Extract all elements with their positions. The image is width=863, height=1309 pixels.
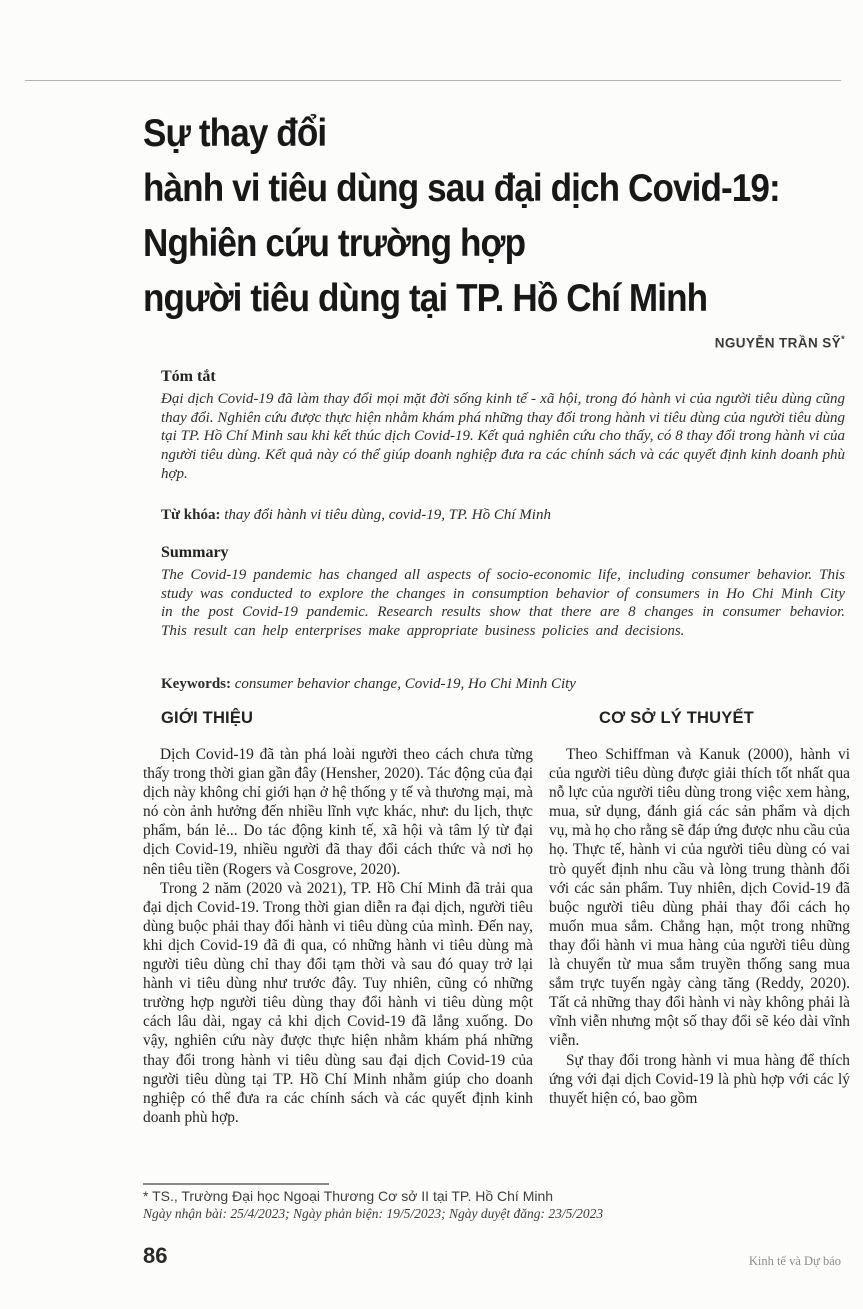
title-line: người tiêu dùng tại TP. Hồ Chí Minh: [143, 277, 708, 320]
title-line: hành vi tiêu dùng sau đại dịch Covid-19:: [143, 167, 780, 210]
summary-heading: Summary: [161, 544, 229, 561]
two-column-body: [143, 708, 850, 1127]
abstract-english: [161, 543, 845, 641]
title-line: Nghiên cứu trường hợp: [143, 222, 526, 265]
journal-name: Kinh tế và Dự báo: [748, 1254, 841, 1268]
section-theoretical-basis: [549, 708, 850, 1127]
abstract-vietnamese: [161, 367, 845, 484]
page-number: 86: [143, 1243, 168, 1268]
header-rule: [25, 80, 841, 81]
section-introduction: [143, 708, 533, 1127]
keywords-vietnamese: [161, 507, 551, 524]
footnote-affiliation: * TS., Trường Đại học Ngoại Thương Cơ sở II tại TP. Hồ Chí Minh: [143, 1188, 554, 1204]
author-name-text: NGUYỄN TRẦN SỸ: [714, 335, 842, 351]
keywords-text: thay đổi hành vi tiêu dùng, covid-19, TP. Hồ Chí Minh: [224, 507, 551, 523]
footnote: [143, 1188, 783, 1222]
keywords-label: Từ khóa:: [161, 507, 221, 523]
body-paragraph: Sự thay đổi trong hành vi mua hàng để thích ứng với đại dịch Covid-19 là phù hợp với các lý thuyết hiện có, bao gồm: [549, 1051, 850, 1107]
body-paragraph: Trong 2 năm (2020 và 2021), TP. Hồ Chí Minh đã trải qua đại dịch Covid-19. Trong thời gian diễn ra đại dịch, người tiêu dùng buộc phải thay đổi hành vi tiêu dùng của mình. Đến nay, khi dịch Covid-19 đã đi qua, có những hành vi tiêu dùng mà người tiêu dùng chỉ thay đổi tạm thời và sau đó quay trở lại hành vi tiêu dùng như trước đây. Tuy nhiên, cũng có những trường hợp người tiêu dùng thay đổi hành vi tiêu dùng một cách lâu dài, ngay cả khi dịch Covid-19 đã lắng xuống. Do vậy, nghiên cứu này được thực hiện nhằm khám phá những thay đổi trong hành vi tiêu dùng sau đại dịch Covid-19 của người tiêu dùng tại TP. Hồ Chí Minh nhằm giúp cho doanh nghiệp có thể đưa ra các chính sách và các quyết định kinh doanh phù hợp.: [143, 879, 533, 1126]
abstract-heading: Tóm tắt: [161, 368, 216, 385]
footnote-rule: [143, 1183, 329, 1185]
abstract-body: Đại dịch Covid-19 đã làm thay đổi mọi mặt đời sống kinh tế - xã hội, trong đó hành vi của người tiêu dùng cũng thay đổi. Nghiên cứu được thực hiện nhằm khám phá những thay đổi trong hành vi tiêu dùng của người tiêu dùng tại TP. Hồ Chí Minh sau khi kết thúc dịch Covid-19. Kết quả nghiên cứu cho thấy, có 8 thay đổi trong hành vi của người tiêu dùng. Kết quả này có thể giúp doanh nghiệp đưa ra các chính sách và các quyết định kinh doanh phù hợp.: [161, 391, 845, 482]
author-footnote-marker: *: [841, 334, 845, 344]
summary-body: The Covid-19 pandemic has changed all aspects of socio-economic life, including consumer behavior. This study was conducted to explore the changes in consumption behavior of consumers in Ho Chi Minh City in the post Covid-19 pandemic. Research results show that there are 8 changes in consumer behavior. This result can help enterprises make appropriate business policies and decisions.: [161, 567, 845, 640]
keywords-text: consumer behavior change, Covid-19, Ho Chi Minh City: [234, 676, 576, 692]
keywords-english: [161, 676, 576, 693]
footnote-dates: Ngày nhận bài: 25/4/2023; Ngày phản biện: 19/5/2023; Ngày duyệt đăng: 23/5/2023: [143, 1206, 604, 1221]
title-line: Sự thay đổi: [143, 112, 327, 155]
section-heading-introduction: GIỚI THIỆU: [161, 709, 254, 727]
section-heading-theory: CƠ SỞ LÝ THUYẾT: [599, 709, 754, 727]
body-paragraph: Theo Schiffman và Kanuk (2000), hành vi của người tiêu dùng được giải thích tốt nhất qua nỗ lực của người tiêu dùng trong việc xem hàng, mua, sử dụng, đánh giá các sản phẩm và dịch vụ, mà họ cho rằng sẽ đáp ứng được nhu cầu của họ. Thực tế, hành vi của người tiêu dùng có vai trò quyết định nhu cầu và lòng trung thành đối với các sản phẩm. Tuy nhiên, dịch Covid-19 đã buộc người tiêu dùng phải thay đổi cách họ muốn mua sắm. Chẳng hạn, một trong những thay đổi hành vi mua hàng của người tiêu dùng là chuyển từ mua sắm truyền thống sang mua sắm trực tuyến ngày càng tăng (Reddy, 2020). Tất cả những thay đổi hành vi này không phải là vĩnh viễn nhưng một số thay đổi sẽ kéo dài vĩnh viễn.: [549, 746, 850, 1050]
body-paragraph: Dịch Covid-19 đã tàn phá loài người theo cách chưa từng thấy trong thời gian gần đây (Hensher, 2020). Tác động của đại dịch này không chỉ giới hạn ở hệ thống y tế và thương mại, mà nó còn ảnh hưởng đến nhiều lĩnh vực khác, như: du lịch, thực phẩm, bán lẻ... Do tác động kinh tế, xã hội và tâm lý từ đại dịch Covid-19, nhiều người đã thay đổi cách thức và nơi họ nên tiêu tiền (Rogers và Cosgrove, 2020).: [143, 746, 533, 878]
author-name: [145, 334, 845, 351]
keywords-label: Keywords:: [161, 676, 231, 692]
article-title: [143, 106, 863, 326]
